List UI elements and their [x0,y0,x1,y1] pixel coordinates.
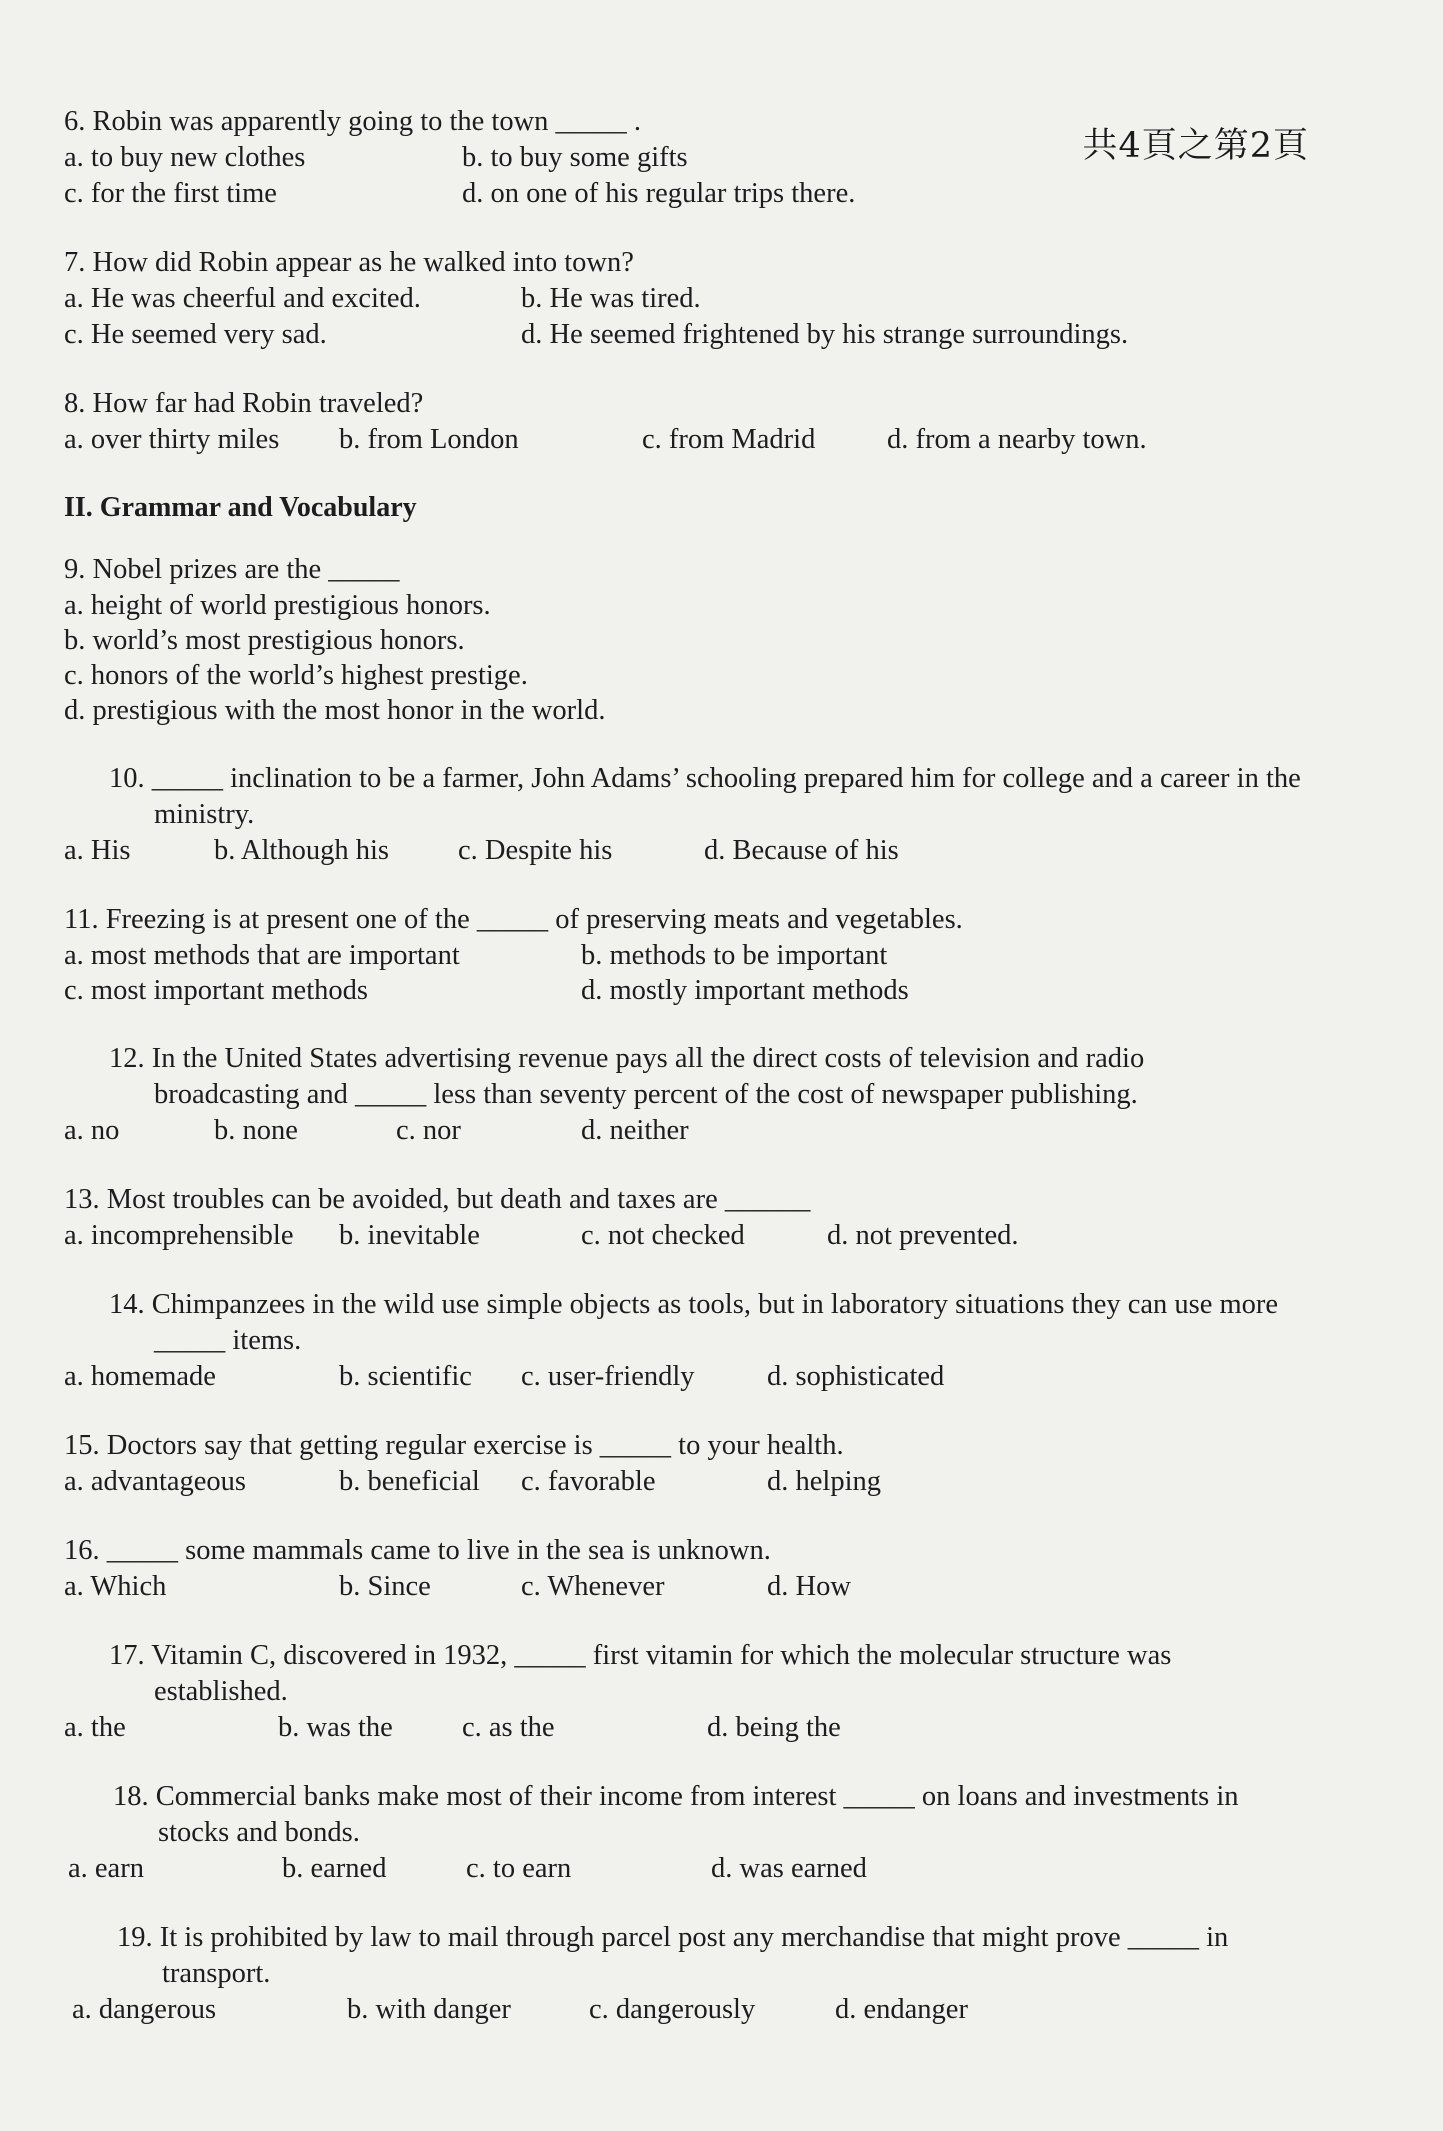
question-8 [64,386,1363,458]
question-stem: 14. Chimpanzees in the wild use simple objects as tools, but in laboratory situations they can use more _____ items. [109,1289,1286,1356]
question-10 [64,761,1363,869]
option-a[interactable]: a. earn [68,1853,144,1884]
answer-options [64,281,1363,353]
option-c[interactable]: c. nor [396,1115,461,1146]
option-a[interactable]: a. He was cheerful and excited. [64,283,421,314]
answer-options [64,833,1363,869]
option-b[interactable]: b. scientific [339,1361,472,1392]
question-18 [68,1779,1363,1887]
option-a[interactable]: a. to buy new clothes [64,142,306,173]
question-13 [64,1182,1363,1254]
question-7 [64,245,1363,353]
option-b[interactable]: b. inevitable [339,1220,480,1251]
question-stem: 16. _____ some mammals came to live in the sea is unknown. [64,1535,771,1566]
question-stem: 15. Doctors say that getting regular exercise is _____ to your health. [64,1430,844,1461]
option-b[interactable]: b. with danger [347,1994,511,2025]
option-c[interactable]: c. user-friendly [521,1361,695,1392]
section-heading: II. Grammar and Vocabulary [64,492,417,523]
question-stem: 12. In the United States advertising revenue pays all the direct costs of television and radio broadcasting and _____ less than seventy percent of the cost of newspaper publishing. [109,1043,1152,1110]
option-b[interactable]: b. earned [282,1853,387,1884]
question-stem: 13. Most troubles can be avoided, but death and taxes are ______ [64,1184,811,1215]
page-number-label: 共4頁之第2頁 [1082,126,1309,166]
option-c[interactable]: c. He seemed very sad. [64,319,327,350]
option-b[interactable]: b. beneficial [339,1466,480,1497]
option-c[interactable]: c. as the [462,1712,555,1743]
answer-options [64,140,1363,212]
option-d[interactable]: d. neither [581,1115,689,1146]
option-d[interactable]: d. from a nearby town. [887,424,1147,455]
question-15 [64,1428,1363,1500]
option-a[interactable]: a. incomprehensible [64,1220,294,1251]
option-b[interactable]: b. methods to be important [581,940,888,971]
option-d[interactable]: d. was earned [711,1853,867,1884]
answer-options [64,588,1363,728]
option-a[interactable]: a. advantageous [64,1466,247,1497]
question-stem: 9. Nobel prizes are the _____ [64,554,400,585]
option-c[interactable]: c. favorable [521,1466,656,1497]
option-b[interactable]: b. Since [339,1571,431,1602]
option-a[interactable]: a. homemade [64,1361,216,1392]
answer-options [64,1359,1363,1395]
question-stem: 19. It is prohibited by law to mail through parcel post any merchandise that might prove _____ in transport. [117,1922,1236,1989]
question-stem: 17. Vitamin C, discovered in 1932, _____ first vitamin for which the molecular structure was established. [109,1640,1179,1707]
option-c[interactable]: c. dangerously [589,1994,756,2025]
option-b[interactable]: b. was the [278,1712,393,1743]
answer-options [68,1851,1363,1887]
option-d[interactable]: d. not prevented. [827,1220,1019,1251]
option-a[interactable]: a. height of world prestigious honors. [64,590,491,621]
option-a[interactable]: a. Which [64,1571,167,1602]
option-b[interactable]: b. He was tired. [521,283,701,314]
option-d[interactable]: d. Because of his [704,835,899,866]
question-stem: 11. Freezing is at present one of the _____ of preserving meats and vegetables. [64,904,963,935]
option-d[interactable]: d. being the [707,1712,841,1743]
answer-options [64,1464,1363,1500]
option-a[interactable]: a. dangerous [72,1994,217,2025]
option-a[interactable]: a. over thirty miles [64,424,280,455]
option-a[interactable]: a. most methods that are important [64,940,460,971]
option-b[interactable]: b. to buy some gifts [462,142,688,173]
option-b[interactable]: b. world’s most prestigious honors. [64,625,465,656]
option-c[interactable]: c. honors of the world’s highest prestige. [64,660,528,691]
answer-options [64,938,1363,1008]
option-c[interactable]: c. Whenever [521,1571,665,1602]
option-c[interactable]: c. Despite his [458,835,613,866]
answer-options [72,1992,1363,2028]
option-a[interactable]: a. the [64,1712,126,1743]
answer-options [64,1710,1363,1746]
option-b[interactable]: b. from London [339,424,519,455]
option-d[interactable]: d. on one of his regular trips there. [462,178,856,209]
question-stem: 10. _____ inclination to be a farmer, John Adams’ schooling prepared him for college and a career in the ministry. [109,763,1308,830]
option-a[interactable]: a. no [64,1115,120,1146]
answer-options [64,1569,1363,1605]
question-stem: 8. How far had Robin traveled? [64,388,424,419]
option-a[interactable]: a. His [64,835,131,866]
question-stem: 18. Commercial banks make most of their income from interest _____ on loans and investments in stocks and bonds. [113,1781,1246,1848]
question-9 [64,552,1363,728]
option-c[interactable]: c. to earn [466,1853,572,1884]
option-d[interactable]: d. prestigious with the most honor in the world. [64,695,606,726]
question-16 [64,1533,1363,1605]
question-19 [72,1920,1363,2028]
answer-options [64,422,1363,458]
option-c[interactable]: c. not checked [581,1220,745,1251]
option-d[interactable]: d. endanger [835,1994,968,2025]
option-d[interactable]: d. helping [767,1466,881,1497]
option-d[interactable]: d. How [767,1571,851,1602]
option-b[interactable]: b. none [214,1115,298,1146]
option-b[interactable]: b. Although his [214,835,389,866]
option-c[interactable]: c. from Madrid [642,424,816,455]
question-11 [64,902,1363,1008]
question-17 [64,1638,1363,1746]
option-c[interactable]: c. most important methods [64,975,368,1006]
answer-options [64,1218,1363,1254]
question-stem: 6. Robin was apparently going to the town _____ . [64,106,642,137]
question-14 [64,1287,1363,1395]
option-d[interactable]: d. mostly important methods [581,975,909,1006]
question-stem: 7. How did Robin appear as he walked into town? [64,247,634,278]
option-d[interactable]: d. sophisticated [767,1361,945,1392]
answer-options [64,1113,1363,1149]
option-d[interactable]: d. He seemed frightened by his strange surroundings. [521,319,1129,350]
option-c[interactable]: c. for the first time [64,178,277,209]
question-12 [64,1041,1363,1149]
